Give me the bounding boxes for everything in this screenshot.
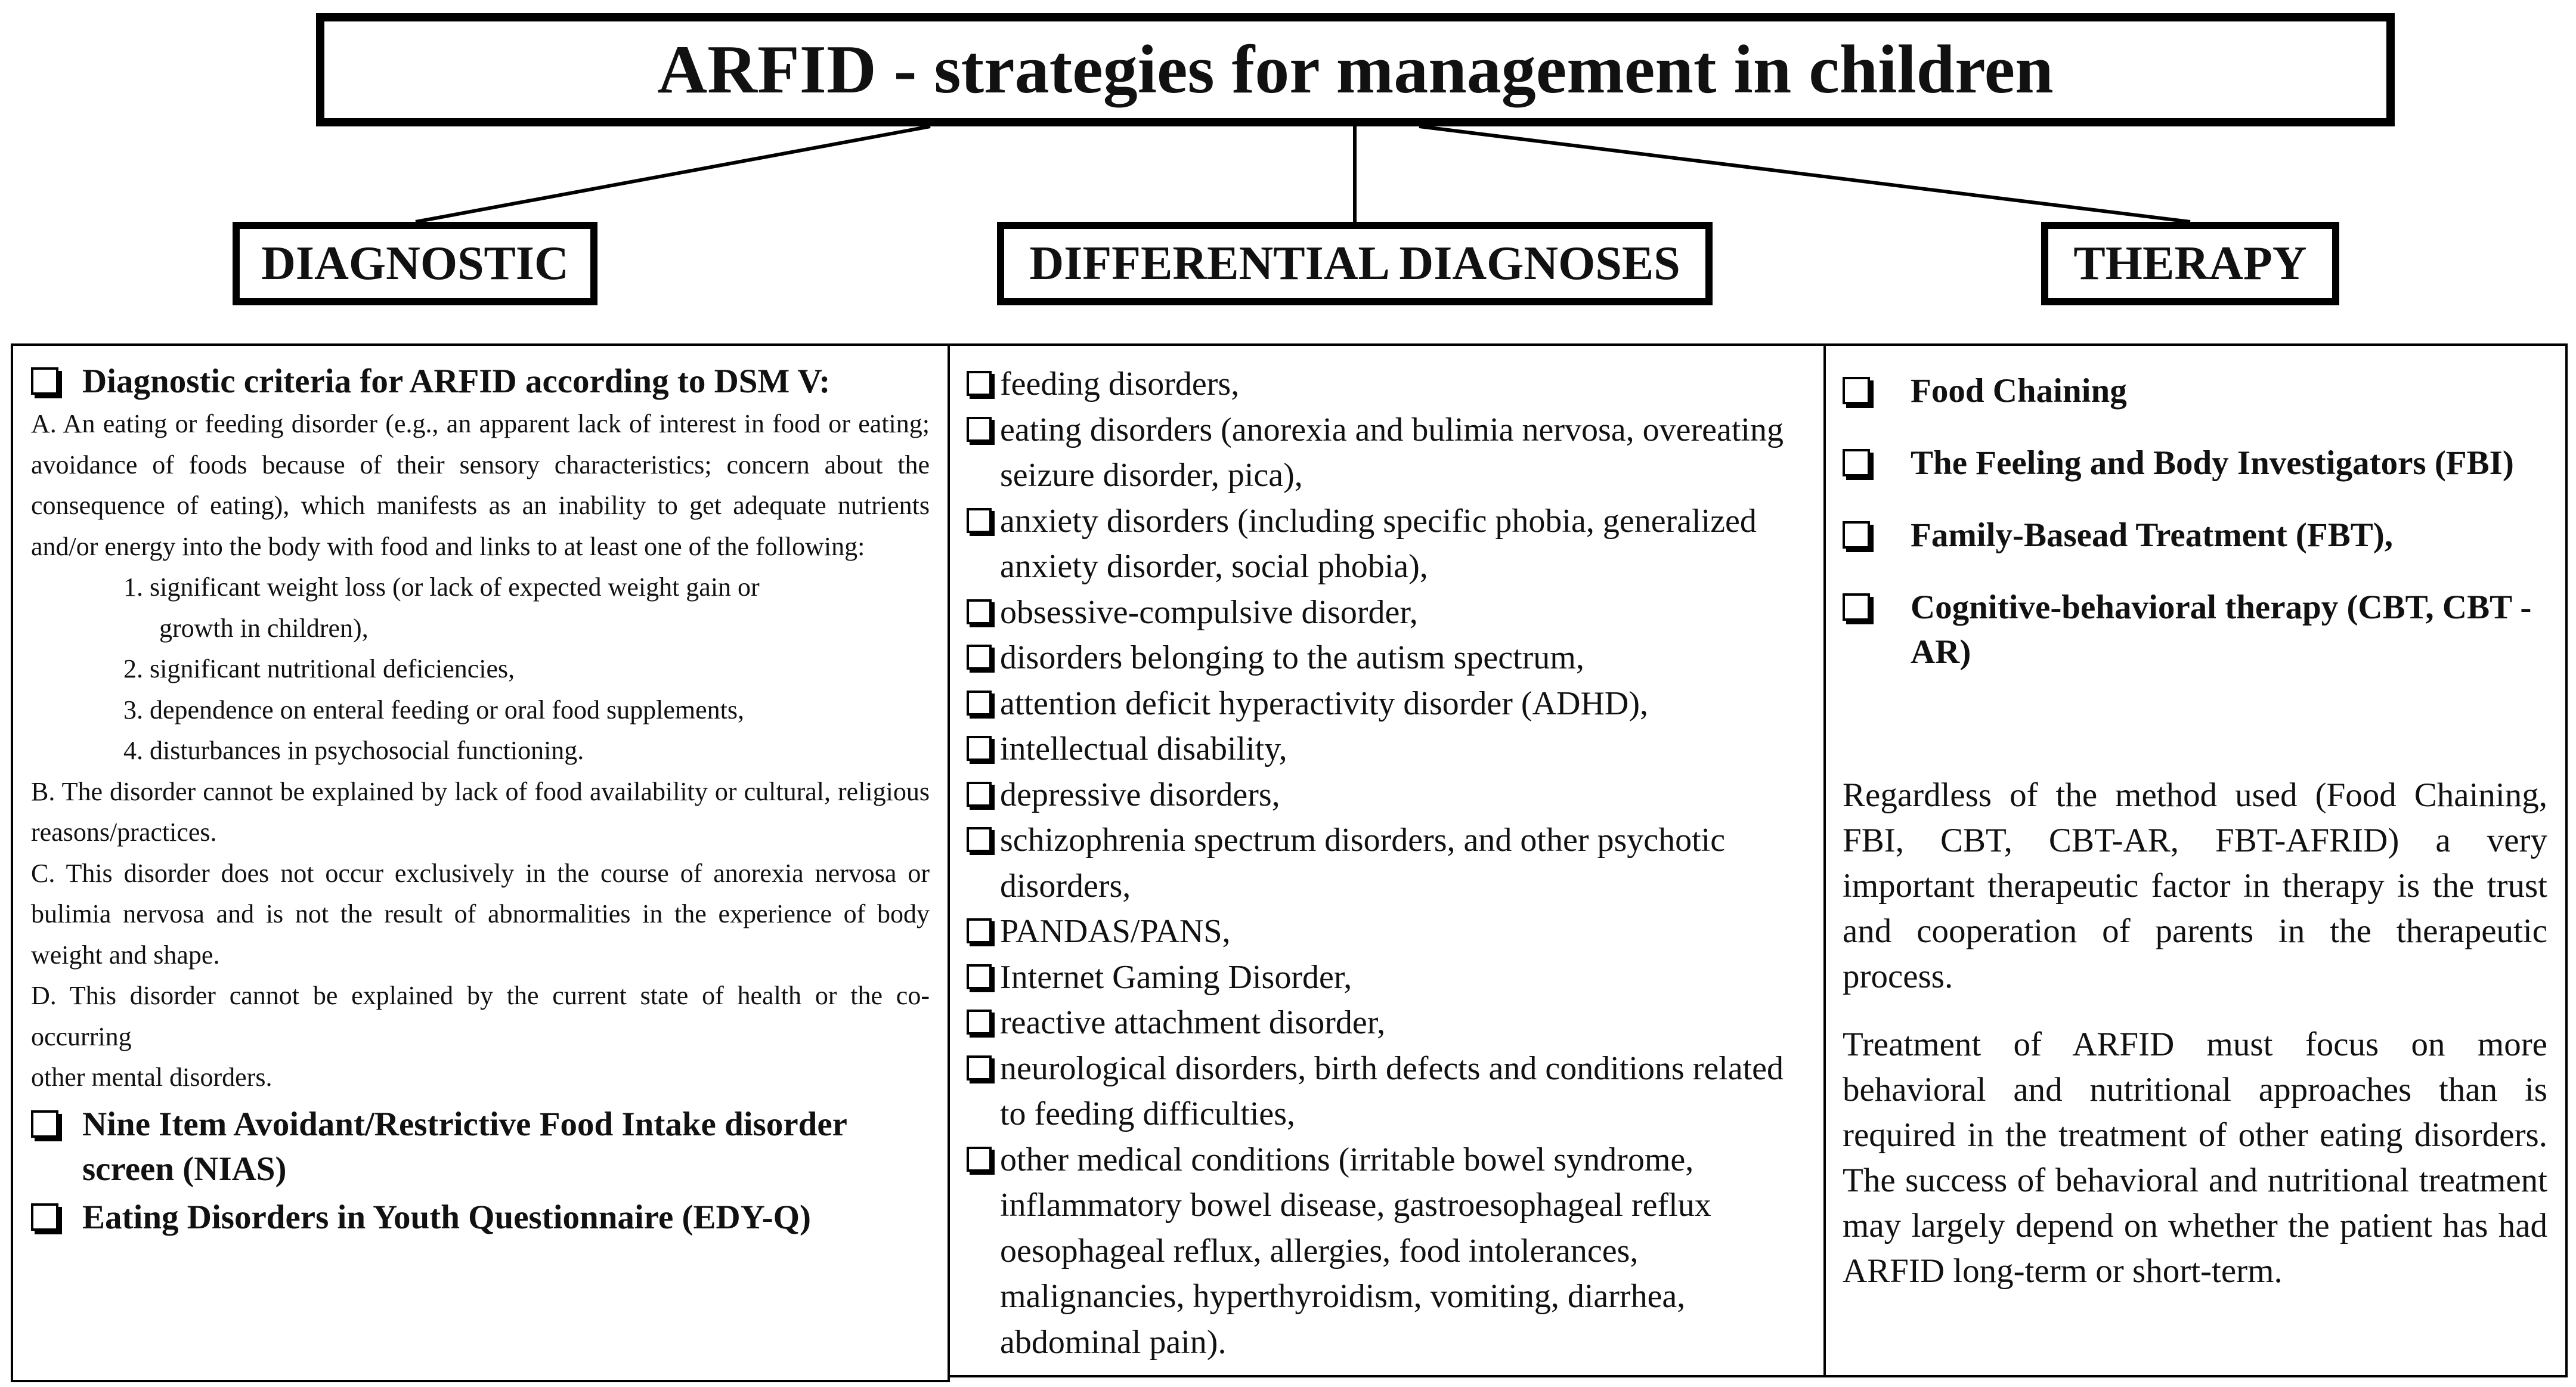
therapy-item: Family-Basead Treatment (FBT), <box>1843 513 2547 558</box>
checkbox-icon <box>1843 377 1870 404</box>
checkbox-icon <box>967 1055 992 1081</box>
tool-nias: Nine Item Avoidant/Restrictive Food Intake disorder screen (NIAS) <box>31 1102 930 1191</box>
criteria-body <box>31 404 930 1098</box>
connector-left <box>416 126 930 222</box>
therapy-header: THERAPY <box>2041 222 2339 305</box>
tool-edy-q: Eating Disorders in Youth Questionnaire (EDY-Q) <box>31 1195 930 1240</box>
checkbox-icon <box>31 1110 58 1138</box>
checkbox-icon <box>967 1147 992 1172</box>
criterion-list <box>31 567 930 772</box>
therapy-item: Cognitive-behavioral therapy (CBT, CBT -AR) <box>1843 585 2547 674</box>
checkbox-icon <box>967 645 992 670</box>
list-item: obsessive-compulsive disorder, <box>967 590 1812 636</box>
connector-right <box>1419 126 2190 222</box>
therapy-item: Food Chaining <box>1843 369 2547 413</box>
criterion-a: A. An eating or feeding disorder (e.g., an apparent lack of interest in food or eating; avoidance of foods because of their sensory characteristics; concern about the consequence of eating), which manifests as an inability to get adequate nutrients and/or energy into the body with food and links to at least one of the following: <box>31 409 930 561</box>
list-item: reactive attachment disorder, <box>967 1000 1812 1046</box>
checkbox-icon <box>1843 449 1870 476</box>
list-item: 3. dependence on enteral feeding or oral food supplements, <box>123 695 744 725</box>
criterion-c: C. This disorder does not occur exclusively in the course of anorexia nervosa or bulimia nervosa and is not the result of abnormalities in the experience of body weight and shape. <box>31 858 930 970</box>
differential-diagnoses-panel <box>948 343 1826 1377</box>
criterion-b: B. The disorder cannot be explained by lack of food availability or cultural, religious reasons/practices. <box>31 776 930 847</box>
checkbox-icon <box>967 691 992 716</box>
list-item: anxiety disorders (including specific phobia, generalized anxiety disorder, social phobia), <box>967 499 1812 590</box>
therapy-panel <box>1823 343 2568 1377</box>
checkbox-icon <box>967 964 992 989</box>
list-item: feeding disorders, <box>967 361 1812 407</box>
diagnostic-header: DIAGNOSTIC <box>233 222 597 305</box>
list-item: attention deficit hyperactivity disorder (ADHD), <box>967 681 1812 727</box>
list-item: PANDAS/PANS, <box>967 909 1812 955</box>
list-item: intellectual disability, <box>967 726 1812 772</box>
checkbox-icon <box>967 782 992 807</box>
checkbox-icon <box>967 918 992 943</box>
therapy-item: The Feeling and Body Investigators (FBI) <box>1843 441 2547 485</box>
list-item: other medical conditions (irritable bowel syndrome, inflammatory bowel disease, gastroesophageal reflux oesophageal reflux, allergies, food intolerances, malignancies, hyperthyroidism, vomiting, diarrhea, abdominal pain). <box>967 1137 1812 1366</box>
checkbox-icon <box>967 599 992 624</box>
list-item: disorders belonging to the autism spectrum, <box>967 635 1812 681</box>
list-item: 1. significant weight loss (or lack of expected weight gain or <box>123 572 760 602</box>
list-item: neurological disorders, birth defects and conditions related to feeding difficulties, <box>967 1046 1812 1137</box>
checkbox-icon <box>967 417 992 442</box>
checkbox-icon <box>1843 593 1870 621</box>
checkbox-icon <box>31 1203 58 1231</box>
list-item: schizophrenia spectrum disorders, and other psychotic disorders, <box>967 818 1812 909</box>
list-item: Internet Gaming Disorder, <box>967 955 1812 1001</box>
list-item: 2. significant nutritional deficiencies, <box>123 654 515 683</box>
list-item: depressive disorders, <box>967 772 1812 818</box>
list-item: 4. disturbances in psychosocial functioning. <box>123 736 584 765</box>
criterion-d-continued: other mental disorders. <box>31 1063 273 1092</box>
criterion-d: D. This disorder cannot be explained by the current state of health or the co-occurring <box>31 981 930 1051</box>
checkbox-icon <box>967 508 992 533</box>
checkbox-icon <box>967 371 992 396</box>
differential-diagnoses-header: DIFFERENTIAL DIAGNOSES <box>997 222 1713 305</box>
checkbox-icon <box>1843 521 1870 549</box>
checkbox-icon <box>31 367 58 395</box>
list-item-continued: growth in children), <box>159 613 369 643</box>
therapy-note-1: Regardless of the method used (Food Chaining, FBI, CBT, CBT-AR, FBT-AFRID) a very important therapeutic factor in therapy is the trust and cooperation of parents in the therapeutic process. <box>1843 776 2547 995</box>
therapy-note-2: Treatment of ARFID must focus on more behavioral and nutritional approaches than is required in the treatment of other eating disorders. The success of behavioral and nutritional treatment may largely depend on whether the patient has had ARFID long-term or short-term. <box>1843 1026 2547 1290</box>
diagnostic-panel <box>11 343 950 1382</box>
criteria-heading: Diagnostic criteria for ARFID according to DSM V: <box>31 359 930 404</box>
checkbox-icon <box>967 827 992 852</box>
checkbox-icon <box>967 1010 992 1035</box>
list-item: eating disorders (anorexia and bulimia nervosa, overeating seizure disorder, pica), <box>967 407 1812 499</box>
diagram-title: ARFID - strategies for management in children <box>316 13 2395 126</box>
checkbox-icon <box>967 736 992 761</box>
